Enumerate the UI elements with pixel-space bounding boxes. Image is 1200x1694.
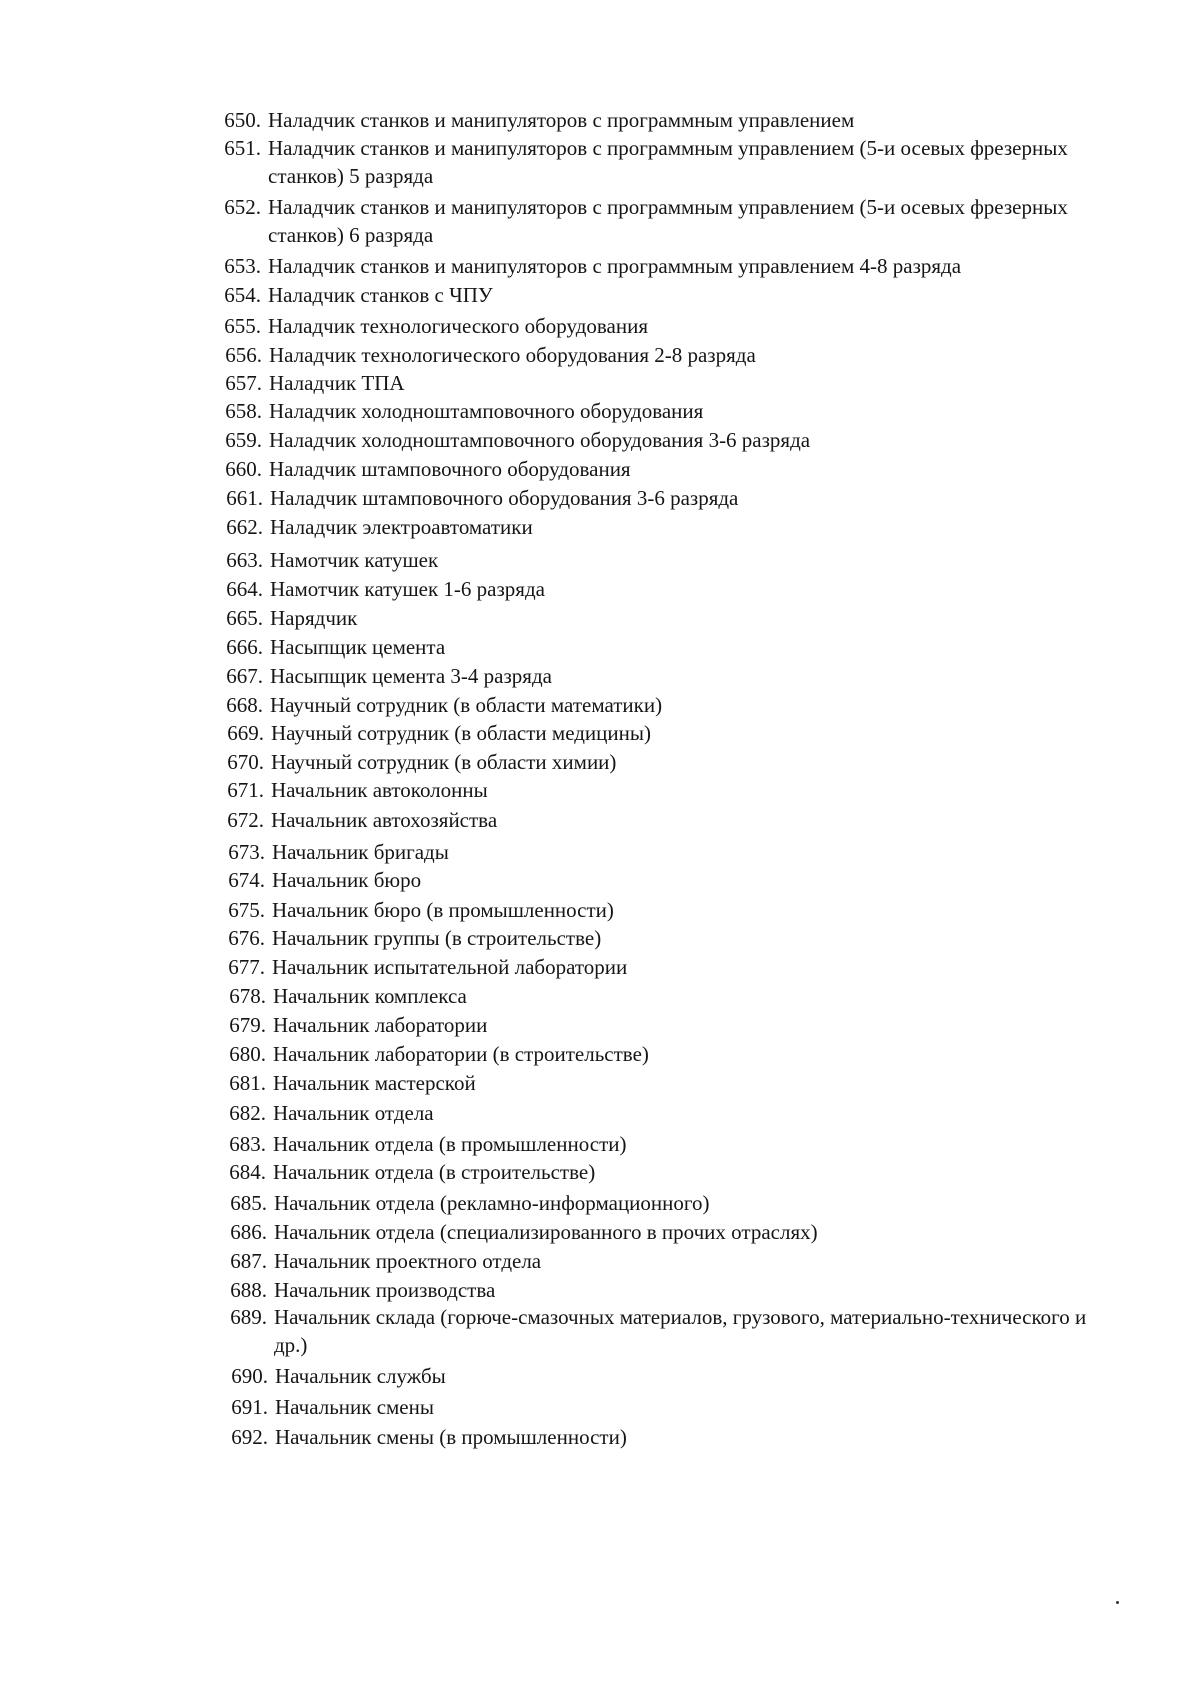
item-text: Насыпщик цемента 3-4 разряда [270,664,552,688]
item-number: 682. [229,1101,266,1125]
item-text: Начальник бюро (в промышленности) [272,898,614,922]
item-text: Насыпщик цемента [270,635,446,659]
item-number: 684. [229,1160,266,1184]
item-number: 660. [225,457,262,481]
item-number: 671. [227,778,264,802]
item-text: Наладчик холодноштамповочного оборудования 3-6 разряда [269,428,811,452]
item-number: 680. [229,1042,266,1066]
item-number: 662. [226,515,263,539]
item-text: Наладчик электроавтоматики [270,515,533,539]
item-text: Наладчик станков и манипуляторов с программным управлением [268,108,855,132]
item-number: 672. [227,808,264,832]
item-number: 687. [230,1249,267,1273]
item-text: Начальник проектного отдела [274,1249,542,1273]
item-text: Начальник группы (в строительстве) [272,926,602,950]
item-number: 668. [226,693,263,717]
item-number: 690. [231,1364,268,1388]
item-number: 659. [225,428,262,452]
item-text: Научный сотрудник (в области математики) [270,693,663,717]
item-number: 656. [225,343,262,367]
item-number: 685. [230,1191,267,1215]
item-number: 676. [228,926,265,950]
scan-speck [1116,1601,1119,1604]
item-text: Нарядчик [270,606,358,630]
item-number: 686. [230,1220,267,1244]
item-text: Начальник лаборатории (в строительстве) [273,1042,649,1066]
item-number: 669. [227,721,264,745]
item-number: 653. [224,254,261,278]
item-text: Начальник отдела (в промышленности) [273,1132,627,1156]
item-text: Начальник отдела (специализированного в прочих отраслях) [274,1220,818,1244]
item-text: Начальник отдела [273,1101,434,1125]
item-text: Наладчик ТПА [269,371,405,395]
item-number: 670. [227,750,264,774]
item-text: Научный сотрудник (в области химии) [271,750,617,774]
item-text: Начальник испытательной лаборатории [272,955,628,979]
item-text: Наладчик холодноштамповочного оборудования [269,399,704,423]
item-text: Начальник отдела (рекламно-информационного) [274,1191,710,1215]
item-text: Намотчик катушек [270,548,439,572]
item-text: Наладчик технологического оборудования 2-8 разряда [269,343,756,367]
item-text: Начальник склада (горюче-смазочных материалов, грузового, материально-технического и др.) [274,1305,1087,1357]
item-text: Наладчик штамповочного оборудования 3-6 разряда [270,486,739,510]
item-number: 673. [228,840,265,864]
item-number: 678. [229,984,266,1008]
item-number: 652. [224,195,261,219]
item-number: 667. [226,664,263,688]
item-number: 692. [231,1425,268,1449]
item-text: Наладчик станков и манипуляторов с программным управлением (5-и осевых фрезерных станков) 6 разряда [268,195,1068,247]
item-number: 683. [229,1132,266,1156]
item-number: 688. [230,1278,267,1302]
item-number: 677. [228,955,265,979]
item-text: Начальник бюро [272,868,422,892]
item-number: 675. [228,898,265,922]
item-number: 654. [224,283,261,307]
item-number: 655. [224,314,261,338]
item-text: Начальник службы [275,1364,446,1388]
item-number: 658. [225,399,262,423]
item-number: 657. [225,371,262,395]
item-text: Начальник производства [274,1278,496,1302]
item-text: Начальник смены (в промышленности) [275,1425,627,1449]
item-number: 651. [224,136,261,160]
item-number: 665. [226,606,263,630]
item-text: Начальник лаборатории [273,1013,488,1037]
item-text: Наладчик штамповочного оборудования [269,457,631,481]
item-text: Начальник смены [275,1395,434,1419]
item-text: Намотчик катушек 1-6 разряда [270,577,545,601]
item-text: Наладчик станков и манипуляторов с программным управлением 4-8 разряда [268,254,962,278]
item-text: Наладчик станков и манипуляторов с программным управлением (5-и осевых фрезерных станков) 5 разряда [268,136,1068,188]
item-number: 681. [229,1071,266,1095]
item-text: Начальник отдела (в строительстве) [273,1160,596,1184]
item-text: Наладчик станков с ЧПУ [268,283,493,307]
item-text: Начальник мастерской [273,1071,476,1095]
item-text: Наладчик технологического оборудования [268,314,648,338]
item-number: 664. [226,577,263,601]
item-number: 674. [228,868,265,892]
item-text: Научный сотрудник (в области медицины) [271,721,651,745]
item-text: Начальник бригады [272,840,449,864]
item-number: 689. [230,1305,267,1329]
item-number: 661. [226,486,263,510]
item-number: 650. [224,108,261,132]
item-text: Начальник автоколонны [271,778,488,802]
item-number: 691. [231,1395,268,1419]
item-number: 679. [229,1013,266,1037]
item-number: 666. [226,635,263,659]
item-number: 663. [226,548,263,572]
item-text: Начальник комплекса [273,984,467,1008]
item-text: Начальник автохозяйства [271,808,498,832]
